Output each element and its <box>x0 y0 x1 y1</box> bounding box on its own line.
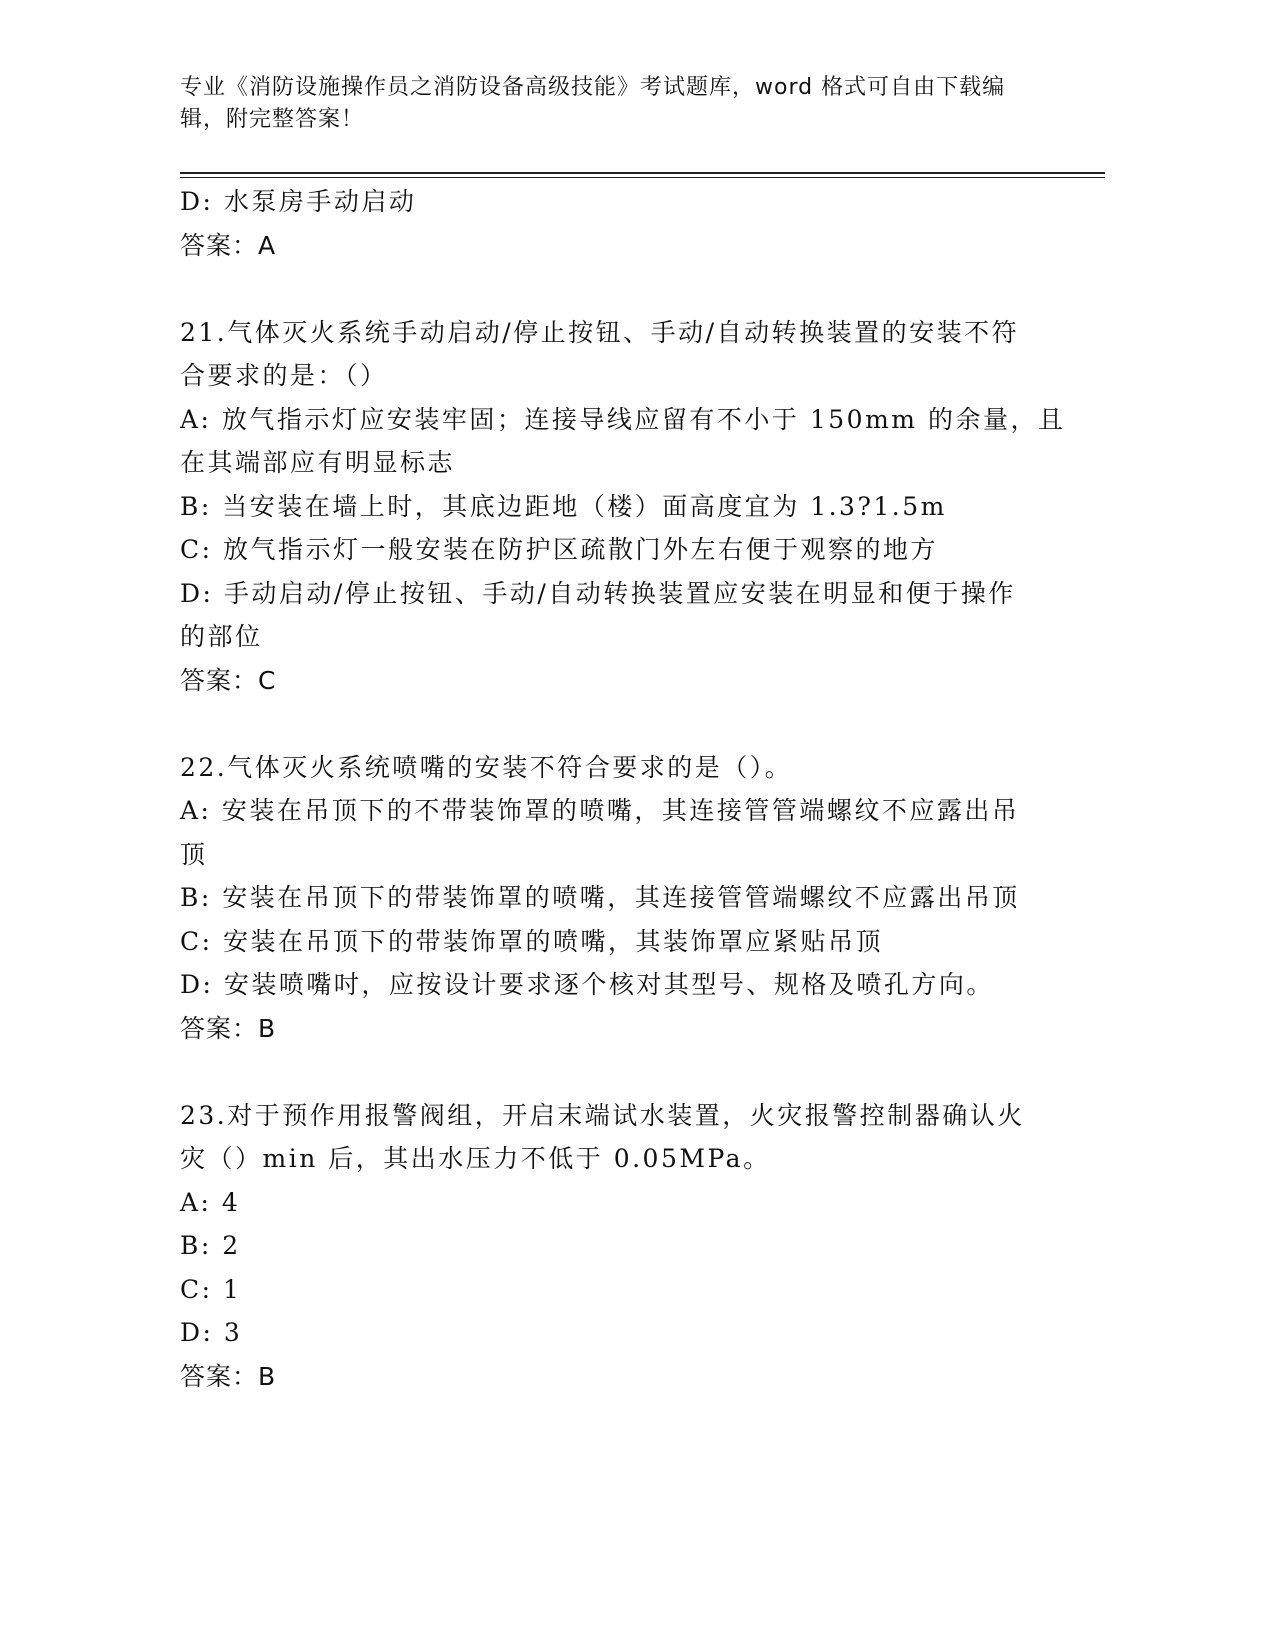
spacer <box>180 1050 1030 1094</box>
option-d: D: 手动启动/停止按钮、手动/自动转换装置应安装在明显和便于操作 <box>180 578 1016 608</box>
option-c: C: 放气指示灯一般安装在防护区疏散门外左右便于观察的地方 <box>180 535 939 564</box>
document-header <box>180 72 1040 136</box>
option-b: B: 安装在吊顶下的带装饰罩的喷嘴，其连接管管端螺纹不应露出吊顶 <box>180 883 1020 912</box>
header-line-2: 辑，附完整答案！ <box>180 107 365 132</box>
option-a: A: 安装在吊顶下的不带装饰罩的喷嘴，其连接管管端螺纹不应露出吊 <box>180 796 1020 825</box>
question-stem: 22.气体灭火系统喷嘴的安装不符合要求的是（）。 <box>180 752 793 782</box>
option-c: C: 安装在吊顶下的带装饰罩的喷嘴，其装饰罩应紧贴吊顶 <box>180 926 884 956</box>
answer-line: 答案：B <box>180 1361 277 1391</box>
previous-question-tail <box>180 180 1030 267</box>
option-b: B: 当安装在墙上时，其底边距地（楼）面高度宜为 1.3?1.5m <box>180 491 947 521</box>
option-a: A: 4 <box>180 1187 241 1217</box>
question-content <box>180 180 1066 1398</box>
option-d-continued: 的部位 <box>180 622 263 651</box>
question-22 <box>180 746 1030 1051</box>
spacer <box>180 702 1030 746</box>
header-divider-thin <box>180 177 1105 178</box>
answer-line: 答案：C <box>180 665 277 695</box>
question-21 <box>180 311 1066 703</box>
header-line-1: 专业《消防设施操作员之消防设备高级技能》考试题库，word 格式可自由下载编 <box>180 75 1006 100</box>
question-stem-continued: 合要求的是：（） <box>180 361 388 390</box>
option-d: D: 安装喷嘴吋，应按设计要求逐个核对其型号、规格及喷孔方向。 <box>180 970 994 999</box>
option-d: D: 3 <box>180 1318 243 1347</box>
question-stem: 21.气体灭火系统手动启动/停止按钮、手动/自动转换装置的安装不符 <box>180 317 1020 347</box>
option-a-continued: 顶 <box>180 839 208 869</box>
option-a-continued: 在其端部应有明显标志 <box>180 448 456 477</box>
question-stem: 23.对于预作用报警阀组，开启末端试水装置，火灾报警控制器确认火 <box>180 1100 1025 1130</box>
spacer <box>180 267 1030 311</box>
option-a: A: 放气指示灯应安装牢固；连接导线应留有不小于 150mm 的余量，且 <box>180 404 1066 434</box>
question-stem-continued: 灾（）min 后，其出水压力不低于 0.05MPa。 <box>180 1144 771 1173</box>
answer-line: 答案：A <box>180 230 277 260</box>
option-c: C: 1 <box>180 1274 242 1304</box>
header-divider-thick <box>180 172 1105 174</box>
option-b: B: 2 <box>180 1231 241 1260</box>
answer-line: 答案：B <box>180 1013 277 1043</box>
question-23 <box>180 1094 1030 1399</box>
option-d: D: 水泵房手动启动 <box>180 187 417 216</box>
